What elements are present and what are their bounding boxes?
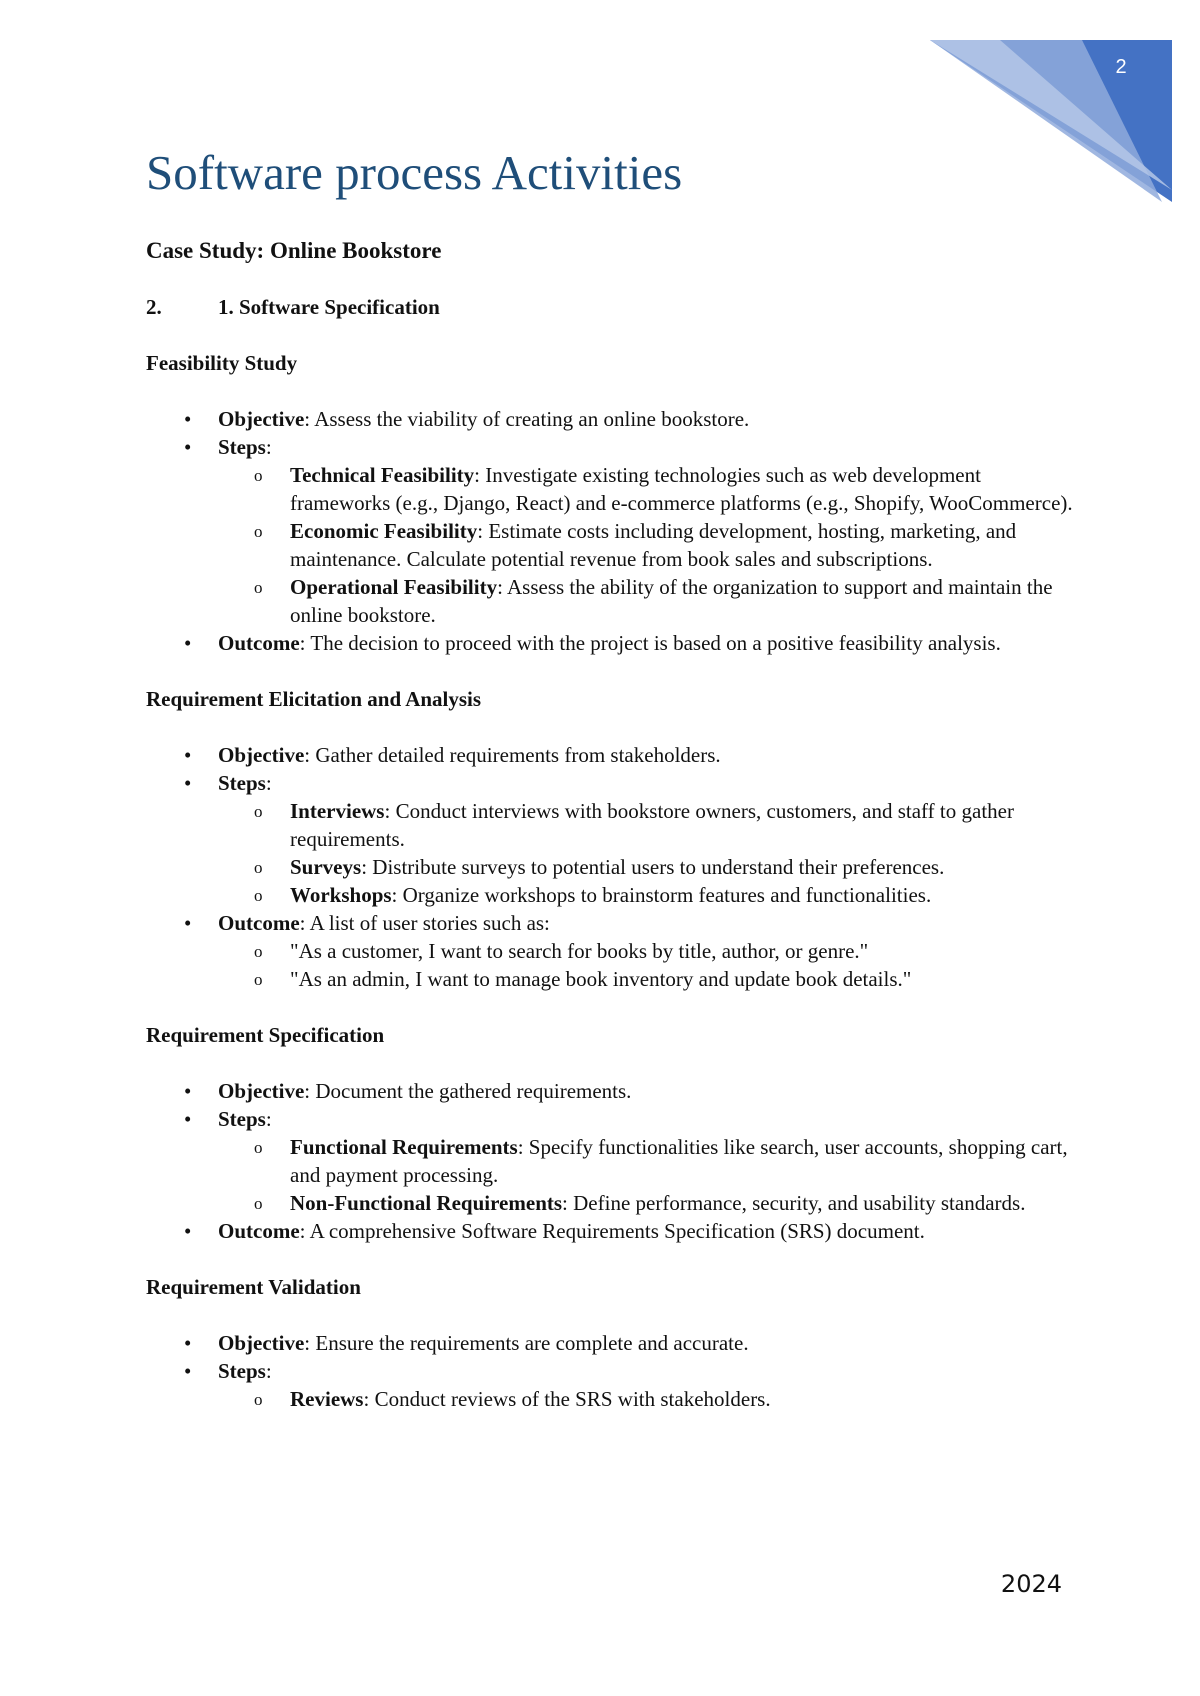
list-item: • Steps: o Interviews: Conduct interviews with bookstore owners, customers, and staff to gather requirements. o Surveys: Distribute surveys to potential users to understand their preferences. o Workshops: Organize workshops to brainstorm features and functionalities. — [146, 769, 1076, 909]
validation-list — [146, 1329, 1076, 1413]
footer-year: 2024 — [1000, 1570, 1062, 1598]
validation-heading: Requirement Validation — [146, 1275, 361, 1299]
specification-list — [146, 1077, 1076, 1245]
elicitation-steps-list — [218, 797, 1076, 909]
case-study-heading: Case Study: Online Bookstore — [146, 238, 442, 263]
list-item: • Outcome: A comprehensive Software Requirements Specification (SRS) document. — [146, 1217, 1076, 1245]
user-stories-list — [218, 937, 1076, 993]
list-item: o Functional Requirements: Specify functionalities like search, user accounts, shopping cart, and payment processing. — [218, 1133, 1076, 1189]
list-item: o Economic Feasibility: Estimate costs including development, hosting, marketing, and maintenance. Calculate potential revenue from book sales and subscriptions. — [218, 517, 1076, 573]
list-item: • Steps: o Reviews: Conduct reviews of the SRS with stakeholders. — [146, 1357, 1076, 1413]
specification-heading: Requirement Specification — [146, 1023, 385, 1047]
specification-steps-list — [218, 1133, 1076, 1217]
list-item: o Technical Feasibility: Investigate existing technologies such as web development frameworks (e.g., Django, React) and e-commerce platforms (e.g., Shopify, WooCommerce). — [218, 461, 1076, 517]
list-item: o Interviews: Conduct interviews with bookstore owners, customers, and staff to gather requirements. — [218, 797, 1076, 853]
list-item: o Operational Feasibility: Assess the ability of the organization to support and maintain the online bookstore. — [218, 573, 1076, 629]
list-item: • Outcome: The decision to proceed with the project is based on a positive feasibility analysis. — [146, 629, 1076, 657]
list-item: • Outcome: A list of user stories such as: o "As a customer, I want to search for books by title, author, or genre." o "As an admin, I want to manage book inventory and update book details." — [146, 909, 1076, 993]
page-number: 2 — [1115, 56, 1127, 78]
section-number: 2. — [146, 295, 162, 319]
list-item: o "As a customer, I want to search for books by title, author, or genre." — [218, 937, 1076, 965]
section-label: 1. Software Specification — [218, 295, 440, 319]
page-title: Software process Activities — [146, 145, 683, 200]
document-body — [146, 236, 1076, 1413]
list-item: o Surveys: Distribute surveys to potential users to understand their preferences. — [218, 853, 1076, 881]
elicitation-heading: Requirement Elicitation and Analysis — [146, 687, 482, 711]
section-heading — [146, 293, 1076, 321]
feasibility-list — [146, 405, 1076, 657]
list-item: • Objective: Ensure the requirements are complete and accurate. — [146, 1329, 1076, 1357]
list-item: • Steps: o Technical Feasibility: Investigate existing technologies such as web development frameworks (e.g., Django, React) and e-commerce platforms (e.g., Shopify, WooCommerce). o Economic Feasibility: Estimate costs including development, hosting, marketing, and maintenance. Calculate potential revenue from book sales and subscriptions. o Operational Feasibility: Assess the ability of the organization to support and maintain the online bookstore. — [146, 433, 1076, 629]
list-item: • Steps: o Functional Requirements: Specify functionalities like search, user accounts, shopping cart, and payment processing. o Non-Functional Requirements: Define performance, security, and usability standards. — [146, 1105, 1076, 1217]
list-item: o Non-Functional Requirements: Define performance, security, and usability standards. — [218, 1189, 1076, 1217]
list-item: o "As an admin, I want to manage book inventory and update book details." — [218, 965, 1076, 993]
feasibility-heading: Feasibility Study — [146, 351, 298, 375]
list-item: • Objective: Document the gathered requirements. — [146, 1077, 1076, 1105]
feasibility-steps-list — [218, 461, 1076, 629]
validation-steps-list — [218, 1385, 1076, 1413]
list-item: o Reviews: Conduct reviews of the SRS with stakeholders. — [218, 1385, 1076, 1413]
elicitation-list — [146, 741, 1076, 993]
list-item: • Objective: Gather detailed requirements from stakeholders. — [146, 741, 1076, 769]
list-item: • Objective: Assess the viability of creating an online bookstore. — [146, 405, 1076, 433]
list-item: o Workshops: Organize workshops to brainstorm features and functionalities. — [218, 881, 1076, 909]
